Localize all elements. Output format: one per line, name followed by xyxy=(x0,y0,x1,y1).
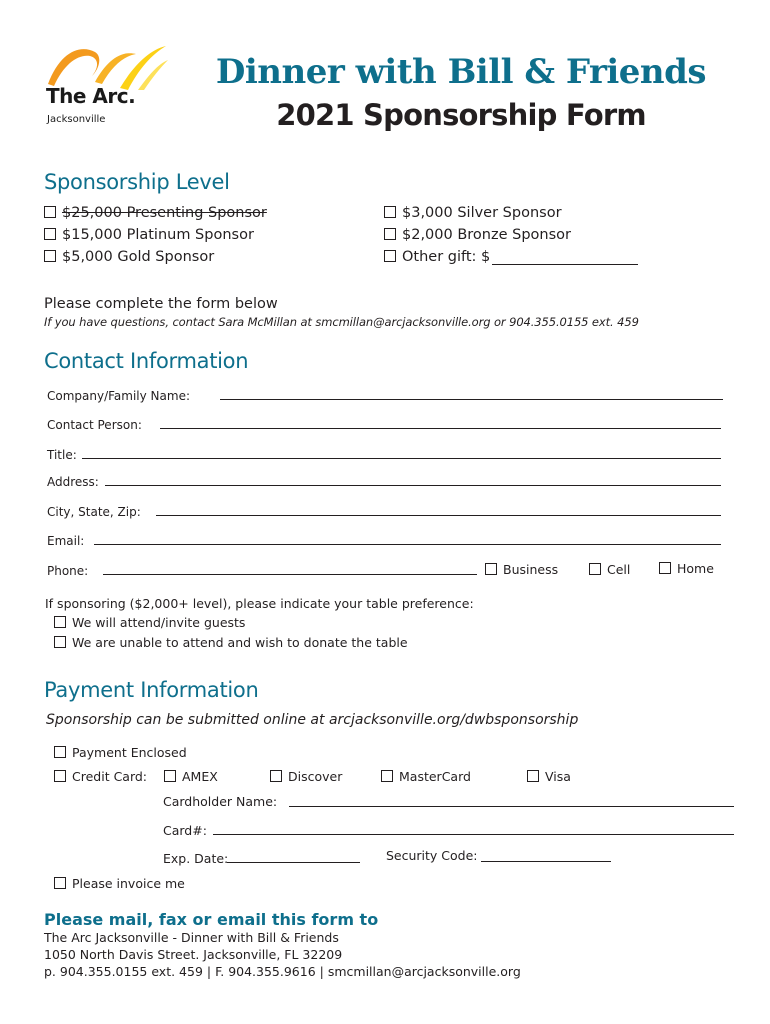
table-option-label: We will attend/invite guests xyxy=(72,615,246,630)
card-mastercard-option[interactable] xyxy=(381,769,471,784)
phone-type-home[interactable] xyxy=(659,561,714,576)
card-number-field[interactable] xyxy=(213,834,734,835)
company-field[interactable] xyxy=(220,399,723,400)
address-field[interactable] xyxy=(105,485,721,486)
exp-date-field[interactable] xyxy=(227,862,360,863)
invoice-option[interactable] xyxy=(54,876,185,891)
sponsor-option-platinum[interactable] xyxy=(44,227,254,243)
phone-type-label: Cell xyxy=(607,562,631,577)
card-type-label: MasterCard xyxy=(399,769,471,784)
sponsor-option-bronze[interactable] xyxy=(384,227,571,243)
other-gift-input[interactable] xyxy=(492,264,638,265)
phone-type-cell[interactable] xyxy=(589,562,630,577)
credit-card-option[interactable] xyxy=(54,769,147,784)
checkbox[interactable] xyxy=(384,228,396,240)
mail-heading: Please mail, fax or email this form to xyxy=(44,910,379,929)
phone-type-business[interactable] xyxy=(485,562,558,577)
address-label: Address: xyxy=(47,475,99,489)
cardholder-field[interactable] xyxy=(289,806,734,807)
page-subtitle: 2021 Sponsorship Form xyxy=(276,98,646,132)
online-payment-note: Sponsorship can be submitted online at arcjacksonville.org/dwbsponsorship xyxy=(46,712,579,728)
security-code-field[interactable] xyxy=(481,861,611,862)
payment-enclosed-label: Payment Enclosed xyxy=(72,745,187,760)
contact-person-field[interactable] xyxy=(160,428,721,429)
card-visa-option[interactable] xyxy=(527,769,571,784)
checkbox[interactable] xyxy=(54,877,66,889)
sponsor-option-label: Other gift: $ xyxy=(402,249,491,265)
title-field[interactable] xyxy=(82,458,721,459)
checkbox[interactable] xyxy=(270,770,282,782)
sponsor-option-label: $15,000 Platinum Sponsor xyxy=(62,227,254,243)
contact-note: If you have questions, contact Sara McMillan at smcmillan@arcjacksonville.org or 904.355.0155 ext. 459 xyxy=(44,315,639,329)
payment-heading: Payment Information xyxy=(44,678,259,702)
checkbox[interactable] xyxy=(659,562,671,574)
checkbox[interactable] xyxy=(44,228,56,240)
payment-enclosed-option[interactable] xyxy=(54,745,187,760)
exp-date-label: Exp. Date: xyxy=(163,851,229,866)
mail-address-line1: The Arc Jacksonville - Dinner with Bill & Friends xyxy=(44,930,339,945)
contact-person-label: Contact Person: xyxy=(47,418,142,432)
email-field[interactable] xyxy=(94,544,721,545)
sponsor-option-label: $5,000 Gold Sponsor xyxy=(62,249,215,265)
checkbox[interactable] xyxy=(527,770,539,782)
logo-name: The Arc. xyxy=(46,84,136,108)
checkbox[interactable] xyxy=(54,636,66,648)
city-state-zip-label: City, State, Zip: xyxy=(47,505,141,519)
contact-heading: Contact Information xyxy=(44,349,249,373)
checkbox[interactable] xyxy=(54,616,66,628)
page-title: Dinner with Bill & Friends xyxy=(215,52,707,92)
logo-city: Jacksonville xyxy=(47,114,106,125)
checkbox[interactable] xyxy=(384,250,396,262)
checkbox[interactable] xyxy=(54,746,66,758)
checkbox[interactable] xyxy=(44,250,56,262)
checkbox[interactable] xyxy=(54,770,66,782)
phone-type-label: Business xyxy=(503,562,559,577)
table-preference-label: If sponsoring ($2,000+ level), please indicate your table preference: xyxy=(45,596,474,611)
table-option-attend[interactable] xyxy=(54,615,245,630)
sponsor-option-gold[interactable] xyxy=(44,249,214,265)
checkbox[interactable] xyxy=(384,206,396,218)
credit-card-label: Credit Card: xyxy=(72,769,148,784)
sponsor-option-other[interactable] xyxy=(384,249,490,265)
checkbox[interactable] xyxy=(44,206,56,218)
cardholder-label: Cardholder Name: xyxy=(163,794,278,809)
city-state-zip-field[interactable] xyxy=(156,515,721,516)
sponsorship-heading: Sponsorship Level xyxy=(44,170,230,194)
mail-contact-line: p. 904.355.0155 ext. 459 | F. 904.355.9616 | smcmillan@arcjacksonville.org xyxy=(44,964,521,979)
checkbox[interactable] xyxy=(381,770,393,782)
phone-type-label: Home xyxy=(677,561,714,576)
card-type-label: Discover xyxy=(288,769,343,784)
sponsor-option-silver[interactable] xyxy=(384,205,562,221)
table-option-label: We are unable to attend and wish to donate the table xyxy=(72,635,408,650)
checkbox[interactable] xyxy=(485,563,497,575)
checkbox[interactable] xyxy=(589,563,601,575)
sponsor-option-label: $25,000 Presenting Sponsor xyxy=(62,205,267,221)
checkbox[interactable] xyxy=(164,770,176,782)
title-label: Title: xyxy=(47,448,77,462)
card-type-label: Visa xyxy=(545,769,571,784)
phone-field[interactable] xyxy=(103,574,477,575)
form-instructions: Please complete the form below xyxy=(44,296,278,312)
email-label: Email: xyxy=(47,534,85,548)
card-discover-option[interactable] xyxy=(270,769,342,784)
company-label: Company/Family Name: xyxy=(47,389,191,403)
table-option-donate[interactable] xyxy=(54,635,408,650)
card-type-label: AMEX xyxy=(182,769,218,784)
security-code-label: Security Code: xyxy=(386,848,478,863)
invoice-label: Please invoice me xyxy=(72,876,185,891)
sponsor-option-presenting[interactable] xyxy=(44,205,267,221)
mail-address-line2: 1050 North Davis Street. Jacksonville, FL 32209 xyxy=(44,947,343,962)
sponsor-option-label: $2,000 Bronze Sponsor xyxy=(402,227,571,243)
card-number-label: Card#: xyxy=(163,823,207,838)
card-amex-option[interactable] xyxy=(164,769,218,784)
phone-label: Phone: xyxy=(47,564,89,578)
sponsor-option-label: $3,000 Silver Sponsor xyxy=(402,205,562,221)
